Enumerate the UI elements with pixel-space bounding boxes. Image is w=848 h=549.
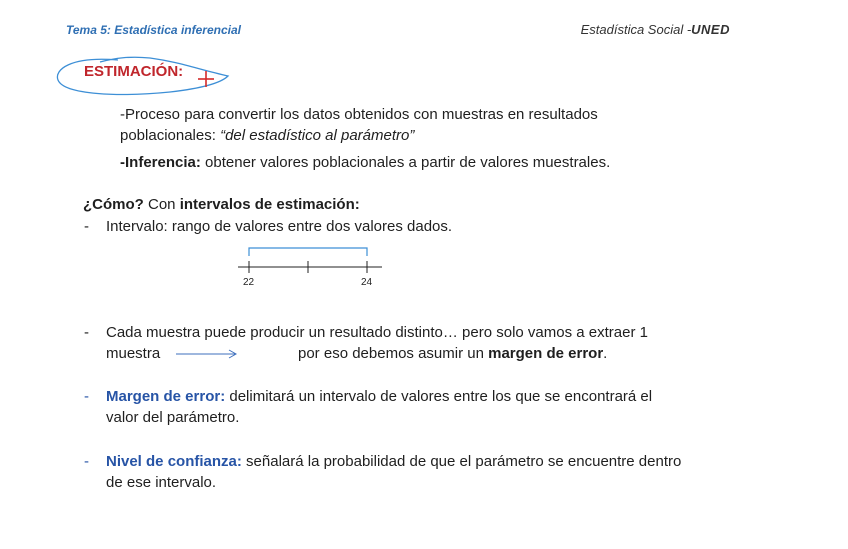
margin-text: delimitará un intervalo de valores entre los que se encontrará el [225,388,653,405]
bullet-margin-line-2: valor del parámetro. [106,409,240,426]
topic-header: Tema 5: Estadística inferencial [66,23,241,37]
sample-mid-text: por eso debemos asumir un [298,345,489,362]
bullet-dash: - [84,453,89,470]
how-method: intervalos de estimación: [179,196,360,213]
bullet-margin-line-1 [106,386,652,407]
interval-bullet-dash: - [84,218,89,235]
margin-label: Margen de error: [106,388,226,405]
margin-of-error-bold: margen de error [488,345,604,362]
bullet-sample-line-1: Cada muestra puede producir un resultado distinto… pero solo vamos a extraer 1 [106,324,648,341]
bullet-dash: - [84,388,89,405]
section-title: ESTIMACIÓN: [84,63,184,80]
bullet-confidence-line-2: de ese intervalo. [106,474,217,491]
bullet-confidence-line-1 [106,451,681,472]
course-name: Estadística Social - [580,22,692,37]
tick-label-start: 22 [243,277,255,288]
how-with: Con [143,196,180,213]
bullet-sample-line-2 [298,343,607,364]
how-question: ¿Cómo? [83,196,144,213]
tick-label-end: 24 [361,277,373,288]
interval-definition: Intervalo: rango de valores entre dos valores dados. [106,218,453,235]
bullet-dash: - [84,324,89,341]
bullet-sample-line-2-pre: muestra [106,345,161,362]
sample-end-text: . [603,345,608,362]
confidence-label: Nivel de confianza: [106,453,242,470]
inference-text: obtener valores poblacionales a partir de valores muestrales. [200,154,611,171]
brand-logo-text: UNED [691,22,730,37]
confidence-text: señalará la probabilidad de que el parámetro se encuentre dentro [241,453,682,470]
inference-label: -Inferencia: [120,154,201,171]
process-text: poblacionales: [120,127,221,144]
process-line-1: -Proceso para convertir los datos obtenidos con muestras en resultados [120,106,598,123]
process-quote: “del estadístico al parámetro” [220,127,415,144]
